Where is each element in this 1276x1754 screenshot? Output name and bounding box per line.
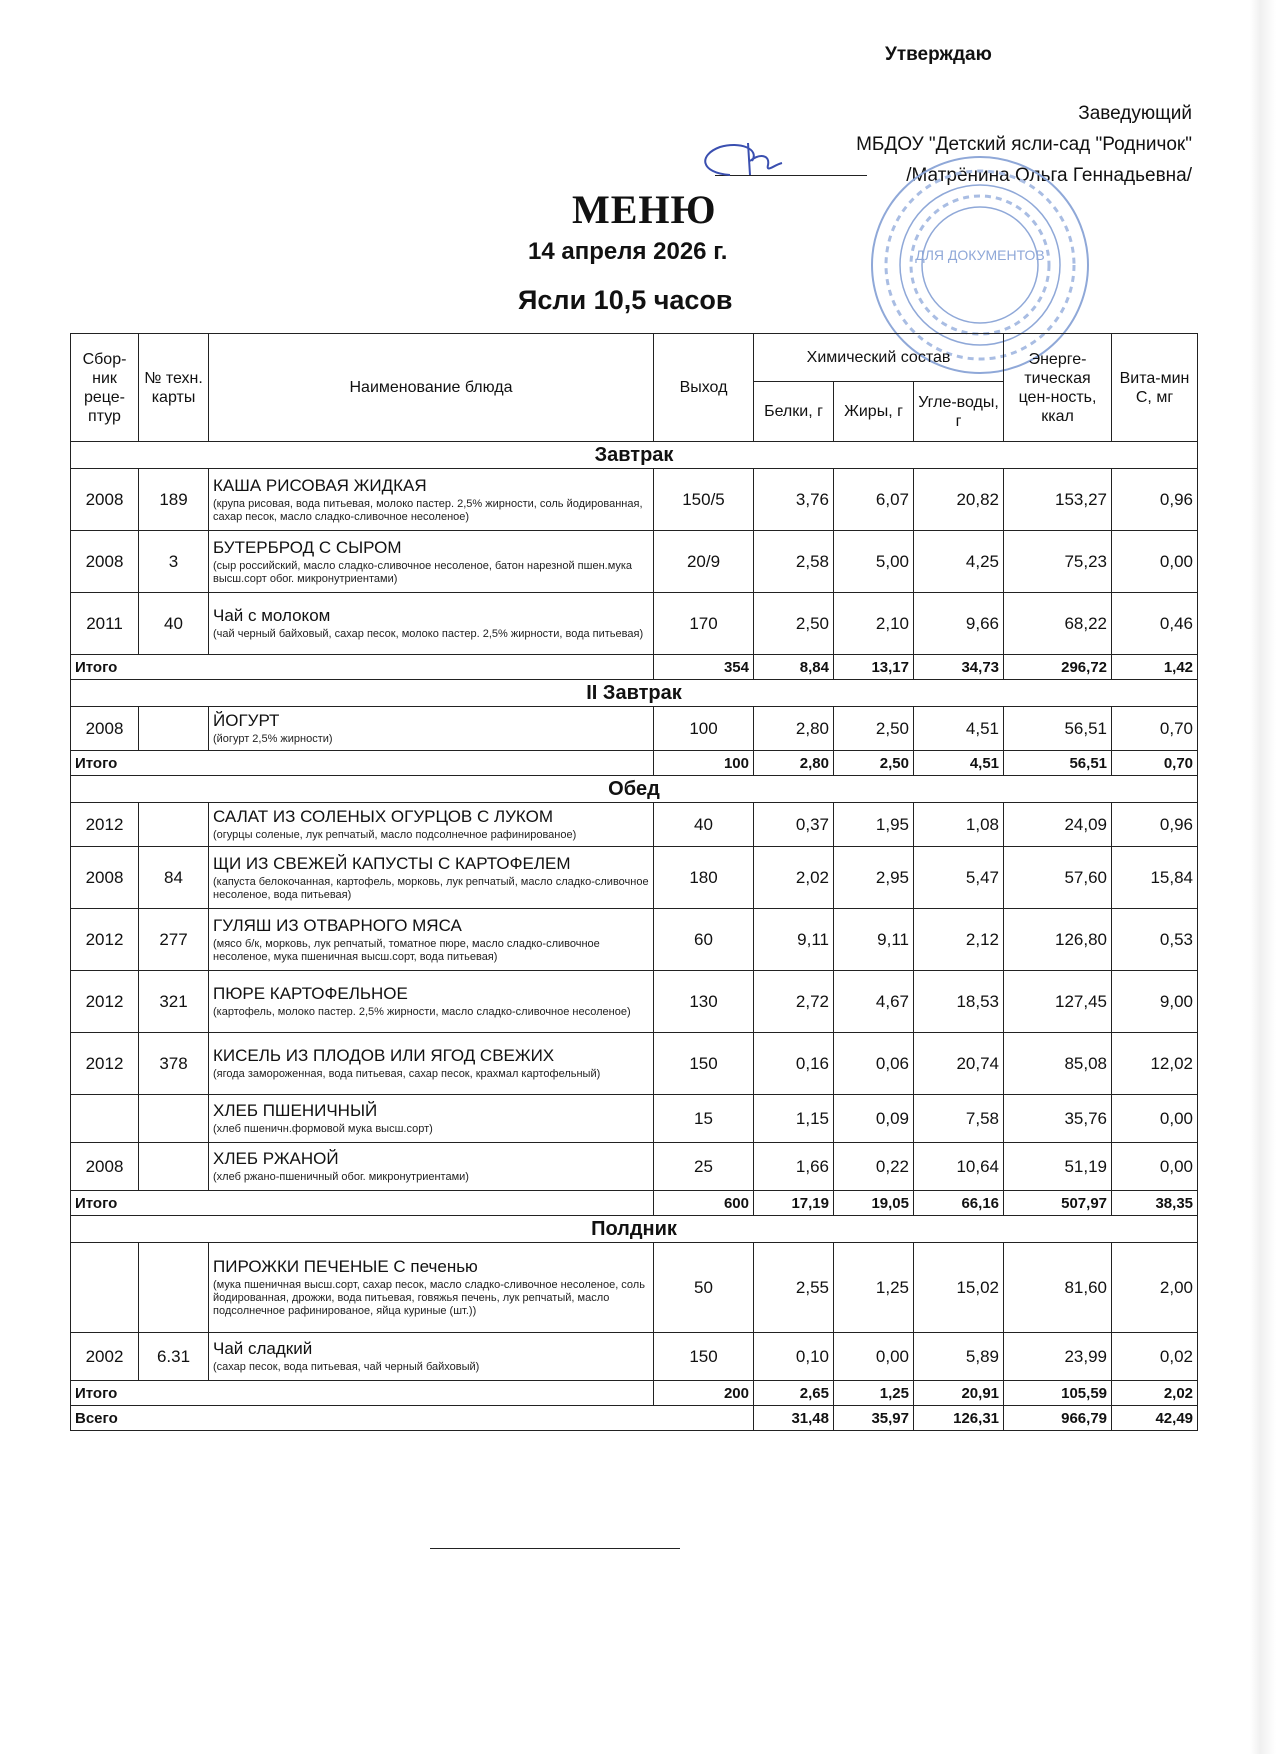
cell-prot: 0,37 bbox=[754, 803, 834, 847]
dish-ingredients: (сыр российский, масло сладко-сливочное несоленое, батон нарезной пшен.мука высш.сорт обог. микронутриентами) bbox=[213, 559, 633, 585]
col-yield: Выход bbox=[654, 334, 754, 442]
cell-yield: 20/9 bbox=[654, 531, 754, 593]
cell-vit: 0,46 bbox=[1112, 593, 1198, 655]
cell-fat: 9,11 bbox=[834, 909, 914, 971]
cell-dish-name bbox=[209, 593, 654, 655]
head-position: Заведующий bbox=[1078, 103, 1192, 124]
total-fat: 13,17 bbox=[834, 655, 914, 680]
cell-collection: 2012 bbox=[71, 971, 139, 1033]
cell-carb: 18,53 bbox=[914, 971, 1004, 1033]
total-label: Итого bbox=[71, 1191, 654, 1216]
cell-card: 277 bbox=[139, 909, 209, 971]
total-energy: 56,51 bbox=[1004, 751, 1112, 776]
cell-card bbox=[139, 707, 209, 751]
total-prot: 2,80 bbox=[754, 751, 834, 776]
dish-title: ГУЛЯШ ИЗ ОТВАРНОГО МЯСА bbox=[213, 915, 462, 935]
total-prot: 17,19 bbox=[754, 1191, 834, 1216]
dish-ingredients: (огурцы соленые, лук репчатый, масло подсолнечное рафинированое) bbox=[213, 829, 577, 841]
cell-carb: 4,51 bbox=[914, 707, 1004, 751]
cell-yield: 40 bbox=[654, 803, 754, 847]
dish-title: ЩИ ИЗ СВЕЖЕЙ КАПУСТЫ С КАРТОФЕЛЕМ bbox=[213, 853, 571, 873]
cell-carb: 2,12 bbox=[914, 909, 1004, 971]
cell-dish-name bbox=[209, 803, 654, 847]
col-collection: Сбор-ник реце-птур bbox=[71, 334, 139, 442]
cell-yield: 25 bbox=[654, 1143, 754, 1191]
table-row bbox=[71, 707, 1198, 751]
cell-card: 84 bbox=[139, 847, 209, 909]
table-row bbox=[71, 593, 1198, 655]
col-protein: Белки, г bbox=[754, 382, 834, 442]
total-vit: 0,70 bbox=[1112, 751, 1198, 776]
cell-prot: 9,11 bbox=[754, 909, 834, 971]
cell-prot: 2,02 bbox=[754, 847, 834, 909]
cell-fat: 4,67 bbox=[834, 971, 914, 1033]
section-row bbox=[71, 442, 1198, 469]
cell-yield: 100 bbox=[654, 707, 754, 751]
total-yield: 354 bbox=[654, 655, 754, 680]
total-row bbox=[71, 655, 1198, 680]
table-row bbox=[71, 971, 1198, 1033]
table-row bbox=[71, 1243, 1198, 1333]
head-organization: МБДОУ "Детский ясли-сад "Родничок" bbox=[856, 134, 1192, 155]
dish-title: ХЛЕБ ПШЕНИЧНЫЙ bbox=[213, 1101, 378, 1120]
cell-energy: 75,23 bbox=[1004, 531, 1112, 593]
total-carb: 4,51 bbox=[914, 751, 1004, 776]
cell-collection: 2011 bbox=[71, 593, 139, 655]
cell-prot: 2,72 bbox=[754, 971, 834, 1033]
cell-vit: 0,96 bbox=[1112, 803, 1198, 847]
cell-carb: 5,89 bbox=[914, 1333, 1004, 1381]
cell-carb: 9,66 bbox=[914, 593, 1004, 655]
cell-dish-name bbox=[209, 1033, 654, 1095]
total-vit: 1,42 bbox=[1112, 655, 1198, 680]
total-prot: 2,65 bbox=[754, 1381, 834, 1406]
cell-carb: 20,74 bbox=[914, 1033, 1004, 1095]
cell-dish-name bbox=[209, 1243, 654, 1333]
cell-prot: 2,58 bbox=[754, 531, 834, 593]
grand-total-prot: 31,48 bbox=[754, 1406, 834, 1431]
page-edge-shadow bbox=[1250, 0, 1276, 1754]
cell-vit: 0,70 bbox=[1112, 707, 1198, 751]
cell-fat: 0,00 bbox=[834, 1333, 914, 1381]
dish-ingredients: (йогурт 2,5% жирности) bbox=[213, 733, 333, 745]
cell-yield: 180 bbox=[654, 847, 754, 909]
total-row bbox=[71, 751, 1198, 776]
col-energy: Энерге-тическая цен-ность, ккал bbox=[1004, 334, 1112, 442]
table-row bbox=[71, 1143, 1198, 1191]
cell-collection: 2008 bbox=[71, 707, 139, 751]
table-row bbox=[71, 909, 1198, 971]
cell-fat: 1,95 bbox=[834, 803, 914, 847]
menu-group: Ясли 10,5 часов bbox=[518, 285, 733, 315]
dish-title: КИСЕЛЬ ИЗ ПЛОДОВ ИЛИ ЯГОД СВЕЖИХ bbox=[213, 1046, 555, 1065]
cell-vit: 0,00 bbox=[1112, 1143, 1198, 1191]
cell-vit: 0,00 bbox=[1112, 531, 1198, 593]
dish-title: ПЮРЕ КАРТОФЕЛЬНОЕ bbox=[213, 984, 408, 1003]
cell-carb: 7,58 bbox=[914, 1095, 1004, 1143]
cell-fat: 2,10 bbox=[834, 593, 914, 655]
dish-title: КАША РИСОВАЯ ЖИДКАЯ bbox=[213, 475, 427, 495]
dish-title: Чай с молоком bbox=[213, 606, 331, 625]
cell-card: 378 bbox=[139, 1033, 209, 1095]
cell-dish-name bbox=[209, 1333, 654, 1381]
total-carb: 34,73 bbox=[914, 655, 1004, 680]
cell-fat: 6,07 bbox=[834, 469, 914, 531]
cell-fat: 0,06 bbox=[834, 1033, 914, 1095]
cell-energy: 127,45 bbox=[1004, 971, 1112, 1033]
col-name: Наименование блюда bbox=[209, 334, 654, 442]
cell-prot: 0,10 bbox=[754, 1333, 834, 1381]
cell-prot: 3,76 bbox=[754, 469, 834, 531]
cell-vit: 2,00 bbox=[1112, 1243, 1198, 1333]
dish-ingredients: (ягода замороженная, вода питьевая, сахар песок, крахмал картофельный) bbox=[213, 1068, 601, 1080]
cell-vit: 0,53 bbox=[1112, 909, 1198, 971]
section-row bbox=[71, 776, 1198, 803]
dish-title: БУТЕРБРОД С СЫРОМ bbox=[213, 537, 402, 557]
cell-fat: 2,50 bbox=[834, 707, 914, 751]
cell-energy: 126,80 bbox=[1004, 909, 1112, 971]
total-yield: 600 bbox=[654, 1191, 754, 1216]
cell-prot: 1,15 bbox=[754, 1095, 834, 1143]
cell-carb: 1,08 bbox=[914, 803, 1004, 847]
cell-carb: 4,25 bbox=[914, 531, 1004, 593]
cell-vit: 15,84 bbox=[1112, 847, 1198, 909]
cell-card bbox=[139, 803, 209, 847]
total-vit: 38,35 bbox=[1112, 1191, 1198, 1216]
cell-energy: 81,60 bbox=[1004, 1243, 1112, 1333]
cell-collection: 2008 bbox=[71, 469, 139, 531]
table-row bbox=[71, 803, 1198, 847]
total-fat: 1,25 bbox=[834, 1381, 914, 1406]
cell-prot: 2,55 bbox=[754, 1243, 834, 1333]
total-vit: 2,02 bbox=[1112, 1381, 1198, 1406]
cell-collection: 2012 bbox=[71, 1033, 139, 1095]
dish-title: ПИРОЖКИ ПЕЧЕНЫЕ С печенью bbox=[213, 1257, 478, 1276]
section-row bbox=[71, 680, 1198, 707]
cell-fat: 2,95 bbox=[834, 847, 914, 909]
cell-dish-name bbox=[209, 531, 654, 593]
cell-yield: 15 bbox=[654, 1095, 754, 1143]
cell-yield: 50 bbox=[654, 1243, 754, 1333]
cell-energy: 85,08 bbox=[1004, 1033, 1112, 1095]
menu-date: 14 апреля 2026 г. bbox=[528, 238, 728, 265]
cell-dish-name bbox=[209, 971, 654, 1033]
stamp-center-text: ДЛЯ ДОКУМЕНТОВ bbox=[915, 247, 1045, 263]
dish-ingredients: (чай черный байховый, сахар песок, молоко пастер. 2,5% жирности, вода питьевая) bbox=[213, 628, 644, 640]
cell-card bbox=[139, 1095, 209, 1143]
dish-ingredients: (картофель, молоко пастер. 2,5% жирности, масло сладко-сливочное несоленое) bbox=[213, 1006, 631, 1018]
dish-title: Чай сладкий bbox=[213, 1339, 313, 1358]
cell-collection: 2012 bbox=[71, 909, 139, 971]
menu-table-body bbox=[71, 442, 1198, 1431]
cell-energy: 23,99 bbox=[1004, 1333, 1112, 1381]
section-title: Обед bbox=[71, 776, 1198, 803]
cell-fat: 0,22 bbox=[834, 1143, 914, 1191]
total-energy: 296,72 bbox=[1004, 655, 1112, 680]
menu-title: МЕНЮ bbox=[572, 187, 717, 232]
cell-fat: 0,09 bbox=[834, 1095, 914, 1143]
cell-prot: 1,66 bbox=[754, 1143, 834, 1191]
cell-prot: 2,50 bbox=[754, 593, 834, 655]
cell-card bbox=[139, 1243, 209, 1333]
col-carb: Угле-воды, г bbox=[914, 382, 1004, 442]
cell-energy: 24,09 bbox=[1004, 803, 1112, 847]
section-row bbox=[71, 1216, 1198, 1243]
cell-carb: 20,82 bbox=[914, 469, 1004, 531]
cell-fat: 5,00 bbox=[834, 531, 914, 593]
cell-dish-name bbox=[209, 1143, 654, 1191]
col-vitamin: Вита-мин С, мг bbox=[1112, 334, 1198, 442]
total-label: Итого bbox=[71, 1381, 654, 1406]
cell-yield: 170 bbox=[654, 593, 754, 655]
cell-collection: 2002 bbox=[71, 1333, 139, 1381]
total-prot: 8,84 bbox=[754, 655, 834, 680]
cell-collection: 2008 bbox=[71, 531, 139, 593]
cell-yield: 150 bbox=[654, 1333, 754, 1381]
cell-vit: 0,02 bbox=[1112, 1333, 1198, 1381]
table-row bbox=[71, 847, 1198, 909]
cell-card: 6.31 bbox=[139, 1333, 209, 1381]
col-fat: Жиры, г bbox=[834, 382, 914, 442]
section-title: Полдник bbox=[71, 1216, 1198, 1243]
section-title: II Завтрак bbox=[71, 680, 1198, 707]
cell-card: 3 bbox=[139, 531, 209, 593]
cell-energy: 57,60 bbox=[1004, 847, 1112, 909]
dish-ingredients: (крупа рисовая, вода питьевая, молоко пастер. 2,5% жирности, соль йодированная, сахар песок, масло сладко-сливочное несоленое) bbox=[213, 497, 643, 523]
cell-collection bbox=[71, 1095, 139, 1143]
cell-collection bbox=[71, 1243, 139, 1333]
cell-dish-name bbox=[209, 1095, 654, 1143]
cell-yield: 150 bbox=[654, 1033, 754, 1095]
grand-total-label: Всего bbox=[71, 1406, 754, 1431]
cell-collection: 2008 bbox=[71, 847, 139, 909]
grand-total-vit: 42,49 bbox=[1112, 1406, 1198, 1431]
dish-ingredients: (сахар песок, вода питьевая, чай черный байховый) bbox=[213, 1361, 480, 1373]
table-row bbox=[71, 1333, 1198, 1381]
cell-prot: 0,16 bbox=[754, 1033, 834, 1095]
table-row bbox=[71, 1095, 1198, 1143]
cell-energy: 56,51 bbox=[1004, 707, 1112, 751]
dish-ingredients: (капуста белокочанная, картофель, морковь, лук репчатый, масло сладко-сливочное несоленое, вода питьевая) bbox=[213, 875, 649, 901]
cell-yield: 60 bbox=[654, 909, 754, 971]
total-carb: 66,16 bbox=[914, 1191, 1004, 1216]
dish-title: САЛАТ ИЗ СОЛЕНЫХ ОГУРЦОВ С ЛУКОМ bbox=[213, 807, 554, 826]
dish-ingredients: (мясо б/к, морковь, лук репчатый, томатное пюре, масло сладко-сливочное несоленое, мука пшеничная высш.сорт, вода питьевая) bbox=[213, 937, 600, 963]
dish-ingredients: (мука пшеничная высш.сорт, сахар песок, масло сладко-сливочное несоленое, соль йодированная, дрожжи, вода питьевая, говяжья печень, лук репчатый, масло подсолнечное рафинированое, яйца куриные (шт.)) bbox=[213, 1279, 645, 1317]
menu-table bbox=[70, 333, 1198, 1431]
table-row bbox=[71, 1033, 1198, 1095]
total-energy: 105,59 bbox=[1004, 1381, 1112, 1406]
col-chem: Химический состав bbox=[754, 334, 1004, 382]
dish-title: ХЛЕБ РЖАНОЙ bbox=[213, 1149, 339, 1168]
total-fat: 2,50 bbox=[834, 751, 914, 776]
cell-collection: 2008 bbox=[71, 1143, 139, 1191]
cell-vit: 12,02 bbox=[1112, 1033, 1198, 1095]
total-row bbox=[71, 1381, 1198, 1406]
cell-card bbox=[139, 1143, 209, 1191]
cell-vit: 0,96 bbox=[1112, 469, 1198, 531]
cell-collection: 2012 bbox=[71, 803, 139, 847]
cell-fat: 1,25 bbox=[834, 1243, 914, 1333]
cell-carb: 5,47 bbox=[914, 847, 1004, 909]
cell-dish-name bbox=[209, 469, 654, 531]
cell-yield: 150/5 bbox=[654, 469, 754, 531]
dish-title: ЙОГУРТ bbox=[213, 711, 280, 730]
cell-dish-name bbox=[209, 707, 654, 751]
cell-dish-name bbox=[209, 909, 654, 971]
total-energy: 507,97 bbox=[1004, 1191, 1112, 1216]
total-yield: 200 bbox=[654, 1381, 754, 1406]
total-yield: 100 bbox=[654, 751, 754, 776]
cell-card: 189 bbox=[139, 469, 209, 531]
dish-ingredients: (хлеб ржано-пшеничный обог. микронутриентами) bbox=[213, 1171, 469, 1183]
cell-energy: 35,76 bbox=[1004, 1095, 1112, 1143]
cell-yield: 130 bbox=[654, 971, 754, 1033]
cell-vit: 0,00 bbox=[1112, 1095, 1198, 1143]
cell-energy: 51,19 bbox=[1004, 1143, 1112, 1191]
total-row bbox=[71, 1191, 1198, 1216]
approve-label: Утверждаю bbox=[885, 44, 992, 65]
grand-total-carb: 126,31 bbox=[914, 1406, 1004, 1431]
cell-prot: 2,80 bbox=[754, 707, 834, 751]
cell-dish-name bbox=[209, 847, 654, 909]
bottom-signature-line bbox=[430, 1548, 680, 1549]
cell-energy: 68,22 bbox=[1004, 593, 1112, 655]
head-signline: /Матрёнина Ольга Геннадьевна/ bbox=[906, 165, 1192, 186]
cell-carb: 15,02 bbox=[914, 1243, 1004, 1333]
grand-total-fat: 35,97 bbox=[834, 1406, 914, 1431]
col-card: № техн. карты bbox=[139, 334, 209, 442]
table-row bbox=[71, 531, 1198, 593]
grand-total-energy: 966,79 bbox=[1004, 1406, 1112, 1431]
total-fat: 19,05 bbox=[834, 1191, 914, 1216]
table-row bbox=[71, 469, 1198, 531]
cell-card: 321 bbox=[139, 971, 209, 1033]
section-title: Завтрак bbox=[71, 442, 1198, 469]
cell-energy: 153,27 bbox=[1004, 469, 1112, 531]
total-carb: 20,91 bbox=[914, 1381, 1004, 1406]
cell-vit: 9,00 bbox=[1112, 971, 1198, 1033]
cell-carb: 10,64 bbox=[914, 1143, 1004, 1191]
cell-card: 40 bbox=[139, 593, 209, 655]
dish-ingredients: (хлеб пшеничн.формовой мука высш.сорт) bbox=[213, 1123, 433, 1135]
total-label: Итого bbox=[71, 751, 654, 776]
total-label: Итого bbox=[71, 655, 654, 680]
grand-total-row bbox=[71, 1406, 1198, 1431]
